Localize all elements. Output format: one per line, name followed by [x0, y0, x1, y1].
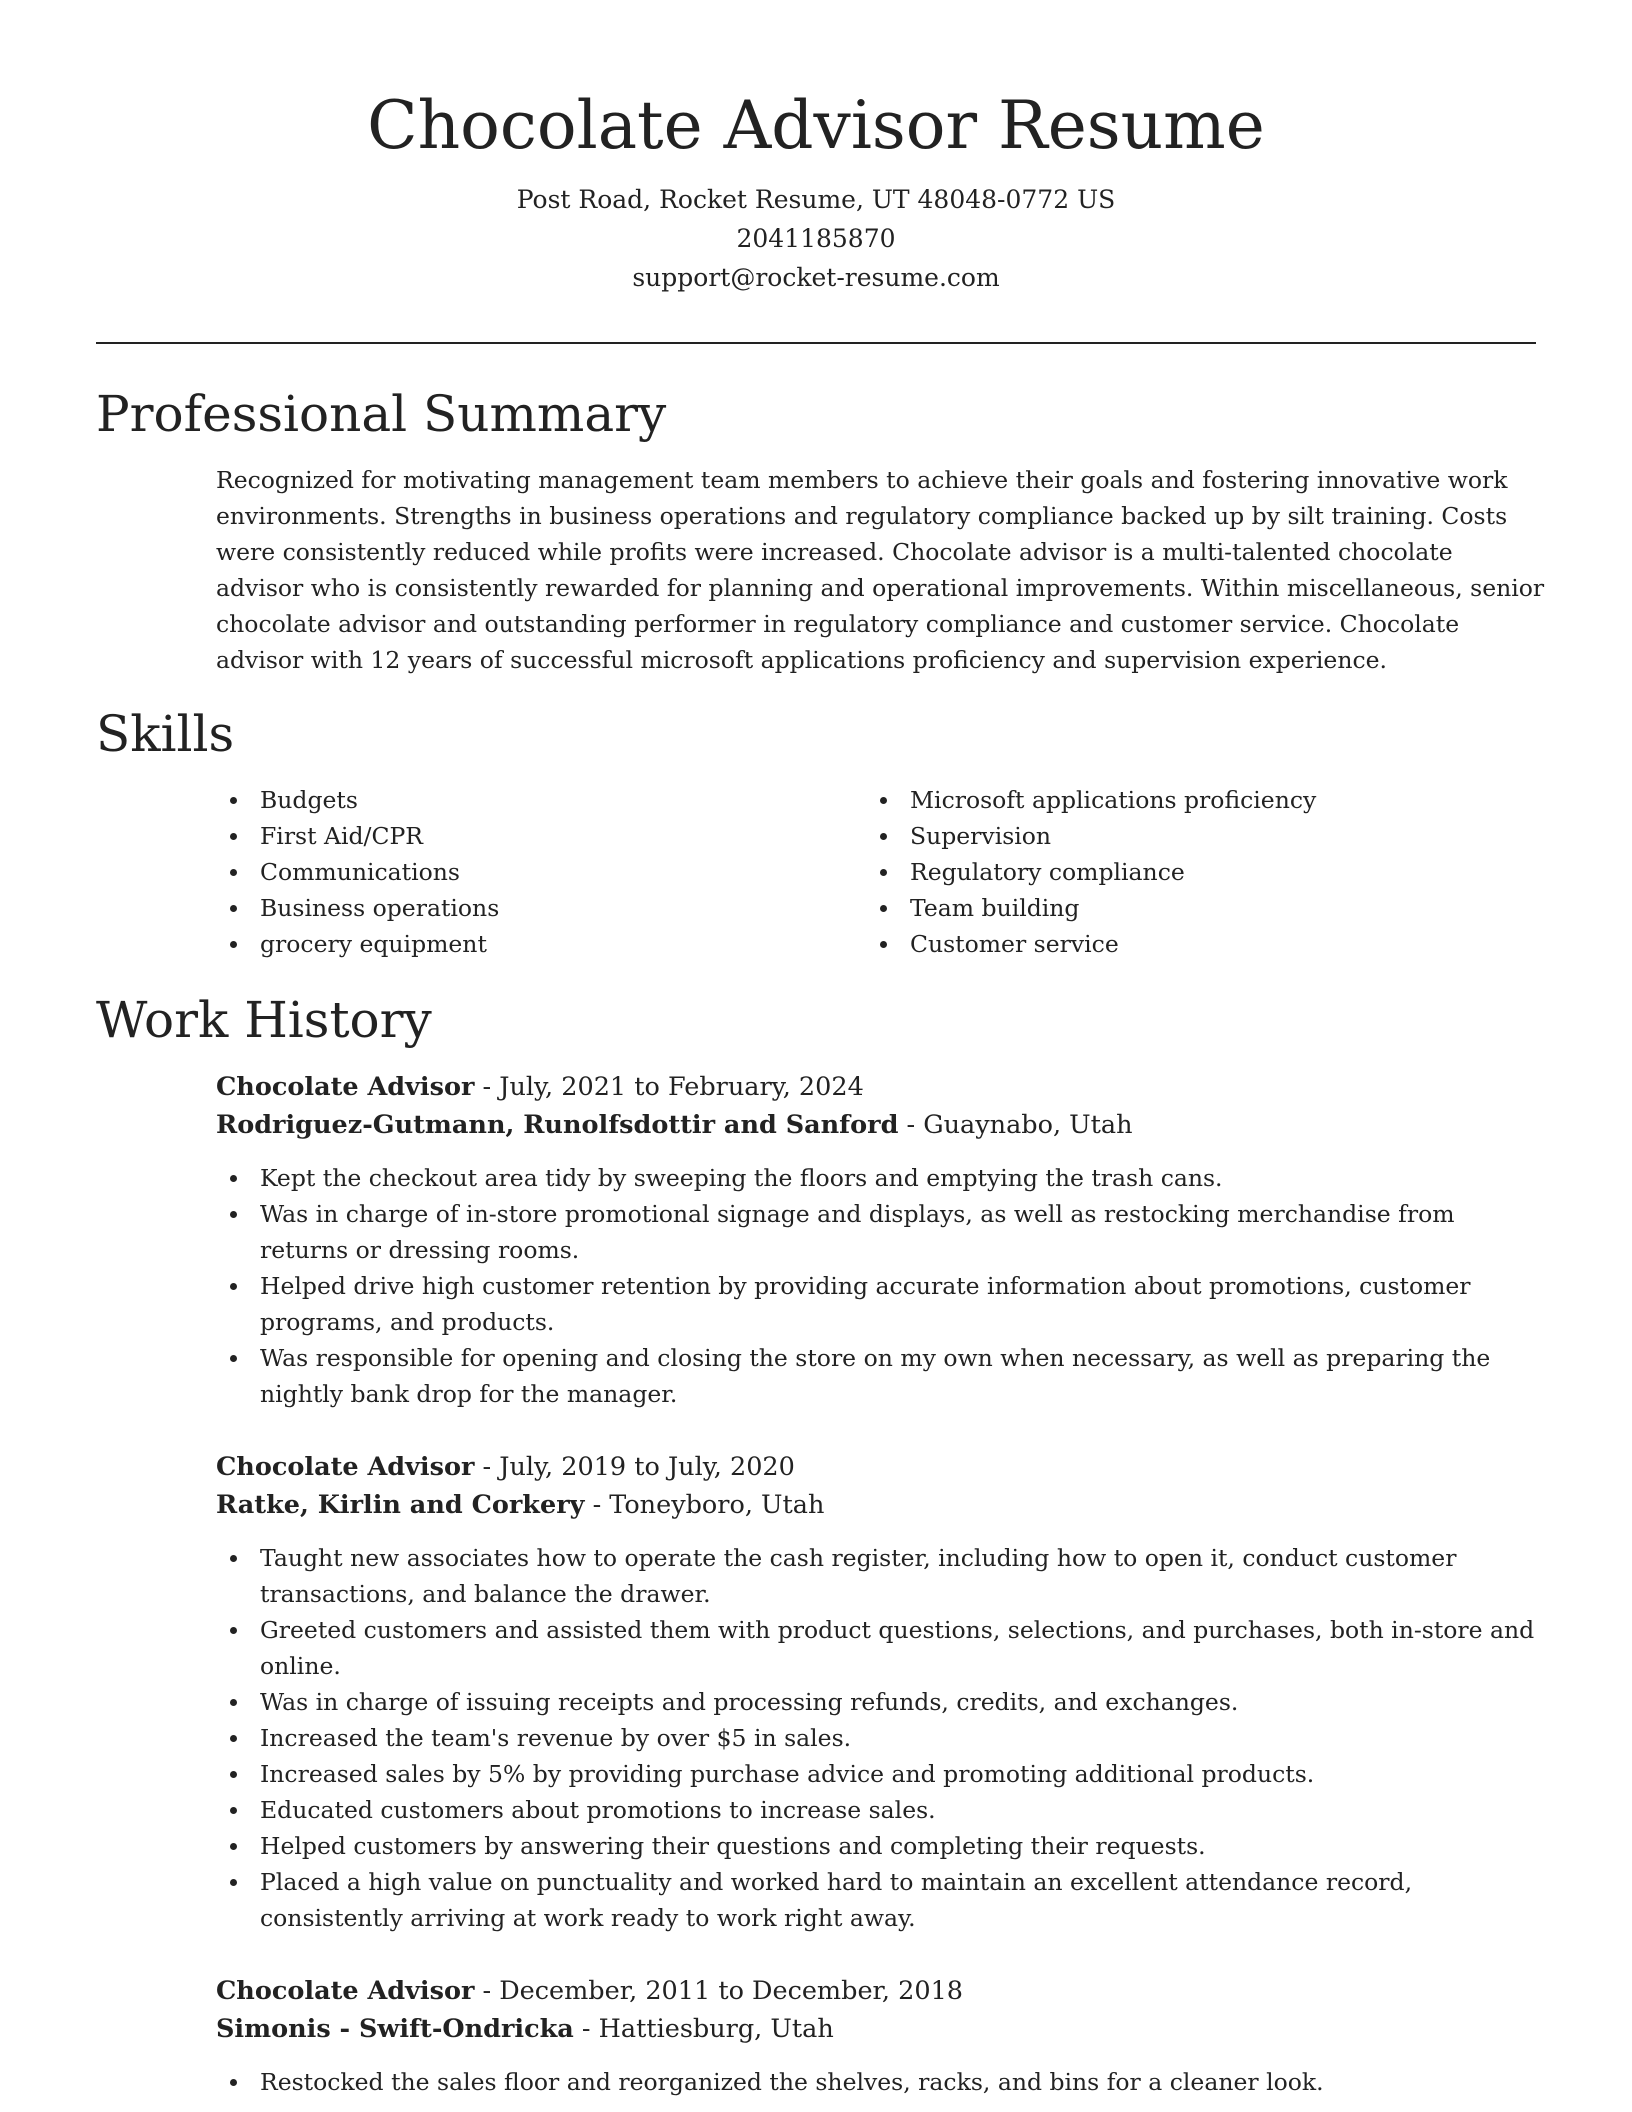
- job-bullet: Increased the team's revenue by over $5 in sales.: [216, 1720, 1546, 1756]
- job-location: Guaynabo, Utah: [923, 1110, 1133, 1140]
- job-bullets: [216, 1160, 1546, 1412]
- contact-block: [0, 180, 1632, 297]
- skill-item: Budgets: [216, 782, 866, 818]
- job-title-line: Chocolate Advisor - December, 2011 to December, 2018: [216, 1976, 964, 2006]
- skill-item: Communications: [216, 854, 866, 890]
- job-title: Chocolate Advisor: [216, 1072, 475, 1102]
- job-entry: [216, 1448, 1546, 1936]
- skill-item: First Aid/CPR: [216, 818, 866, 854]
- job-bullet: Kept the checkout area tidy by sweeping the floors and emptying the trash cans.: [216, 1160, 1546, 1196]
- skill-item: Regulatory compliance: [866, 854, 1516, 890]
- job-location: Hattiesburg, Utah: [598, 2014, 834, 2044]
- skill-item: Business operations: [216, 890, 866, 926]
- skill-item: Customer service: [866, 926, 1516, 962]
- phone: 2041185870: [736, 224, 896, 253]
- summary-heading: Professional Summary: [96, 385, 667, 443]
- skills-list: [216, 782, 1536, 962]
- job-location: Toneyboro, Utah: [609, 1490, 825, 1520]
- job-dates: July, 2021 to February, 2024: [499, 1072, 864, 1102]
- job-dates: July, 2019 to July, 2020: [499, 1452, 795, 1482]
- job-bullet: Was in charge of issuing receipts and processing refunds, credits, and exchanges.: [216, 1684, 1546, 1720]
- skill-item: Supervision: [866, 818, 1516, 854]
- job-entry: [216, 1972, 1546, 2100]
- skills-heading: Skills: [96, 705, 235, 763]
- job-bullet: Increased sales by 5% by providing purchase advice and promoting additional products.: [216, 1756, 1546, 1792]
- job-company: Simonis - Swift-Ondricka: [216, 2014, 574, 2044]
- skill-item: Team building: [866, 890, 1516, 926]
- job-bullet: Greeted customers and assisted them with product questions, selections, and purchases, both in-store and online.: [216, 1612, 1546, 1684]
- job-bullet: Helped drive high customer retention by providing accurate information about promotions, customer programs, and products.: [216, 1268, 1546, 1340]
- job-bullets: [216, 1540, 1546, 1936]
- job-bullet: Was responsible for opening and closing the store on my own when necessary, as well as preparing the nightly bank drop for the manager.: [216, 1340, 1546, 1412]
- header-divider: [96, 342, 1536, 344]
- skills-column-left: [216, 782, 866, 962]
- email: support@rocket-resume.com: [632, 263, 1000, 292]
- job-title: Chocolate Advisor: [216, 1976, 475, 2006]
- job-company: Rodriguez-Gutmann, Runolfsdottir and Sanford: [216, 1110, 899, 1140]
- job-entry: [216, 1068, 1546, 1412]
- skills-column-right: [866, 782, 1516, 962]
- job-title-line: Chocolate Advisor - July, 2019 to July, 2020: [216, 1452, 795, 1482]
- job-company: Ratke, Kirlin and Corkery: [216, 1490, 585, 1520]
- summary-text: Recognized for motivating management team members to achieve their goals and fostering innovative work environments. Strengths in business operations and regulatory compliance backed up by silt training. Costs were consistently reduced while profits were increased. Chocolate advisor is a multi-talented chocolate advisor who is consistently rewarded for planning and operational improvements. Within miscellaneous, senior chocolate advisor and outstanding performer in regulatory compliance and customer service. Chocolate advisor with 12 years of successful microsoft applications proficiency and supervision experience.: [216, 466, 1545, 674]
- job-bullet: Was in charge of in-store promotional signage and displays, as well as restocking merchandise from returns or dressing rooms.: [216, 1196, 1546, 1268]
- job-title-line: Chocolate Advisor - July, 2021 to February, 2024: [216, 1072, 864, 1102]
- skill-item: grocery equipment: [216, 926, 866, 962]
- work-history-heading: Work History: [96, 991, 432, 1049]
- job-dates: December, 2011 to December, 2018: [499, 1976, 964, 2006]
- skill-item: Microsoft applications proficiency: [866, 782, 1516, 818]
- job-company-line: Ratke, Kirlin and Corkery - Toneyboro, Utah: [216, 1490, 825, 1520]
- resume-header: [0, 80, 1632, 297]
- job-bullet: Taught new associates how to operate the cash register, including how to open it, conduct customer transactions, and balance the drawer.: [216, 1540, 1546, 1612]
- address: Post Road, Rocket Resume, UT 48048-0772 US: [516, 185, 1116, 214]
- job-company-line: Simonis - Swift-Ondricka - Hattiesburg, Utah: [216, 2014, 834, 2044]
- job-bullet: Placed a high value on punctuality and worked hard to maintain an excellent attendance record, consistently arriving at work ready to work right away.: [216, 1864, 1546, 1936]
- job-bullet: Educated customers about promotions to increase sales.: [216, 1792, 1546, 1828]
- resume-title: Chocolate Advisor Resume: [367, 87, 1265, 164]
- job-bullet: Helped customers by answering their questions and completing their requests.: [216, 1828, 1546, 1864]
- job-company-line: Rodriguez-Gutmann, Runolfsdottir and Sanford - Guaynabo, Utah: [216, 1110, 1133, 1140]
- job-bullet: Restocked the sales floor and reorganized the shelves, racks, and bins for a cleaner look.: [216, 2064, 1546, 2100]
- job-title: Chocolate Advisor: [216, 1452, 475, 1482]
- job-bullets: [216, 2064, 1546, 2100]
